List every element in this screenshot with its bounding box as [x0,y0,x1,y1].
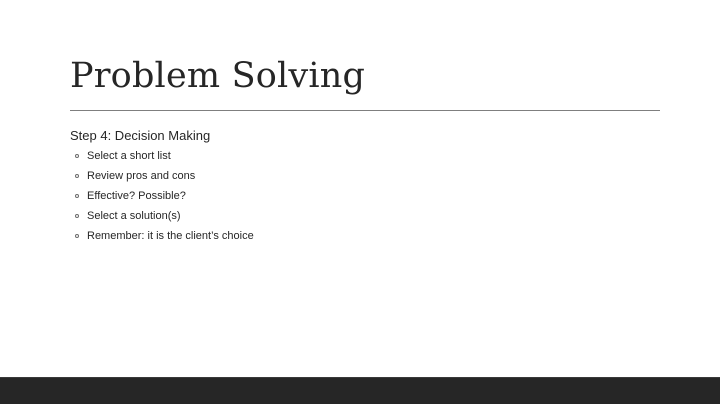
list-item-text: Select a solution(s) [87,210,181,222]
hollow-circle-bullet-icon [75,194,79,198]
content-heading: Step 4: Decision Making [70,128,211,143]
list-item [70,229,254,243]
list-item [70,169,254,183]
slide-title: Problem Solving [70,56,366,96]
list-item [70,189,254,203]
list-item-text: Select a short list [87,150,171,162]
list-item-text: Remember: it is the client’s choice [87,230,254,242]
hollow-circle-bullet-icon [75,234,79,238]
list-item-text: Review pros and cons [87,170,196,182]
footer-bar [0,377,720,404]
hollow-circle-bullet-icon [75,174,79,178]
title-divider [70,110,660,111]
list-item [70,149,254,163]
list-item [70,209,254,223]
bullet-list [70,149,254,243]
hollow-circle-bullet-icon [75,214,79,218]
slide-content [70,128,254,249]
list-item-text: Effective? Possible? [87,190,186,202]
hollow-circle-bullet-icon [75,154,79,158]
